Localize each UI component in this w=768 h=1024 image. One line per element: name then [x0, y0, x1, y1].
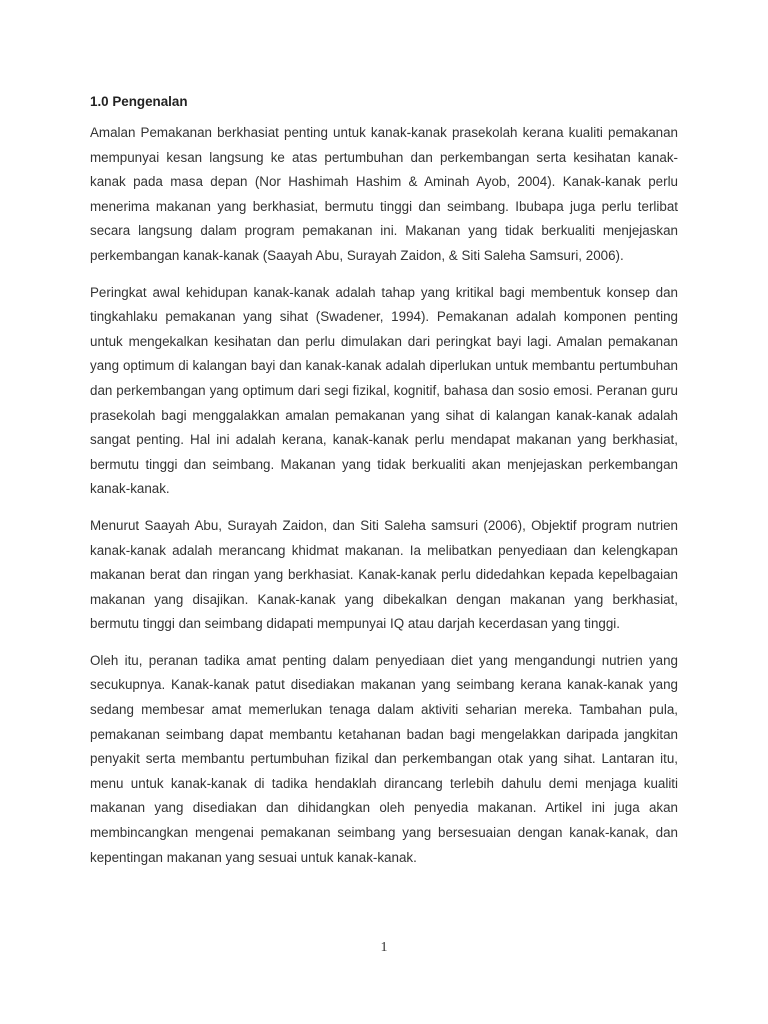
document-page	[90, 90, 678, 882]
paragraph-3: Menurut Saayah Abu, Surayah Zaidon, dan Siti Saleha samsuri (2006), Objektif program nutrien kanak-kanak adalah merancang khidmat makanan. Ia melibatkan penyediaan dan kelengkapan makanan berat dan ringan yang berkhasiat. Kanak-kanak perlu didedahkan kepada kepelbagaian makanan yang disajikan. Kanak-kanak yang dibekalkan dengan makanan yang berkhasiat, bermutu tinggi dan seimbang didapati mempunyai IQ atau darjah kecerdasan yang tinggi.	[90, 517, 678, 632]
section-heading: 1.0 Pengenalan	[90, 94, 188, 109]
paragraph-2: Peringkat awal kehidupan kanak-kanak adalah tahap yang kritikal bagi membentuk konsep dan tingkahlaku pemakanan yang sihat (Swadener, 1994). Pemakanan adalah komponen penting untuk mengekalkan kesihatan dan perlu dimulakan dari peringkat bayi lagi. Amalan pemakanan yang optimum di kalangan bayi dan kanak-kanak adalah diperlukan untuk membantu pertumbuhan dan perkembangan yang optimum dari segi fizikal, kognitif, bahasa dan sosio emosi. Peranan guru prasekolah bagi menggalakkan amalan pemakanan yang sihat di kalangan kanak-kanak adalah sangat penting. Hal ini adalah kerana, kanak-kanak perlu mendapat makanan yang berkhasiat, bermutu tinggi dan seimbang. Makanan yang tidak berkualiti akan menjejaskan perkembangan kanak-kanak.	[90, 284, 678, 497]
paragraph-4: Oleh itu, peranan tadika amat penting dalam penyediaan diet yang mengandungi nutrien yang secukupnya. Kanak-kanak patut disediakan makanan yang seimbang kerana kanak-kanak yang sedang membesar amat memerlukan tenaga dalam aktiviti seharian mereka. Tambahan pula, pemakanan seimbang dapat membantu ketahanan badan bagi mengelakkan daripada jangkitan penyakit serta membantu pertumbuhan fizikal dan perkembangan otak yang sihat. Lantaran itu, menu untuk kanak-kanak di tadika hendaklah dirancang terlebih dahulu demi menjaga kualiti makanan yang disediakan dan dihidangkan oleh penyedia makanan. Artikel ini juga akan membincangkan mengenai pemakanan seimbang yang bersesuaian dengan kanak-kanak, dan kepentingan makanan yang sesuai untuk kanak-kanak.	[90, 652, 678, 865]
paragraph-1: Amalan Pemakanan berkhasiat penting untuk kanak-kanak prasekolah kerana kualiti pemakanan mempunyai kesan langsung ke atas pertumbuhan dan perkembangan serta kesihatan kanak-kanak pada masa depan (Nor Hashimah Hashim & Aminah Ayob, 2004). Kanak-kanak perlu menerima makanan yang berkhasiat, bermutu tinggi dan seimbang. Ibubapa juga perlu terlibat secara langsung dalam program pemakanan ini. Makanan yang tidak berkualiti menjejaskan perkembangan kanak-kanak (Saayah Abu, Surayah Zaidon, & Siti Saleha Samsuri, 2006).	[90, 125, 678, 263]
page-number: 1	[380, 940, 388, 955]
